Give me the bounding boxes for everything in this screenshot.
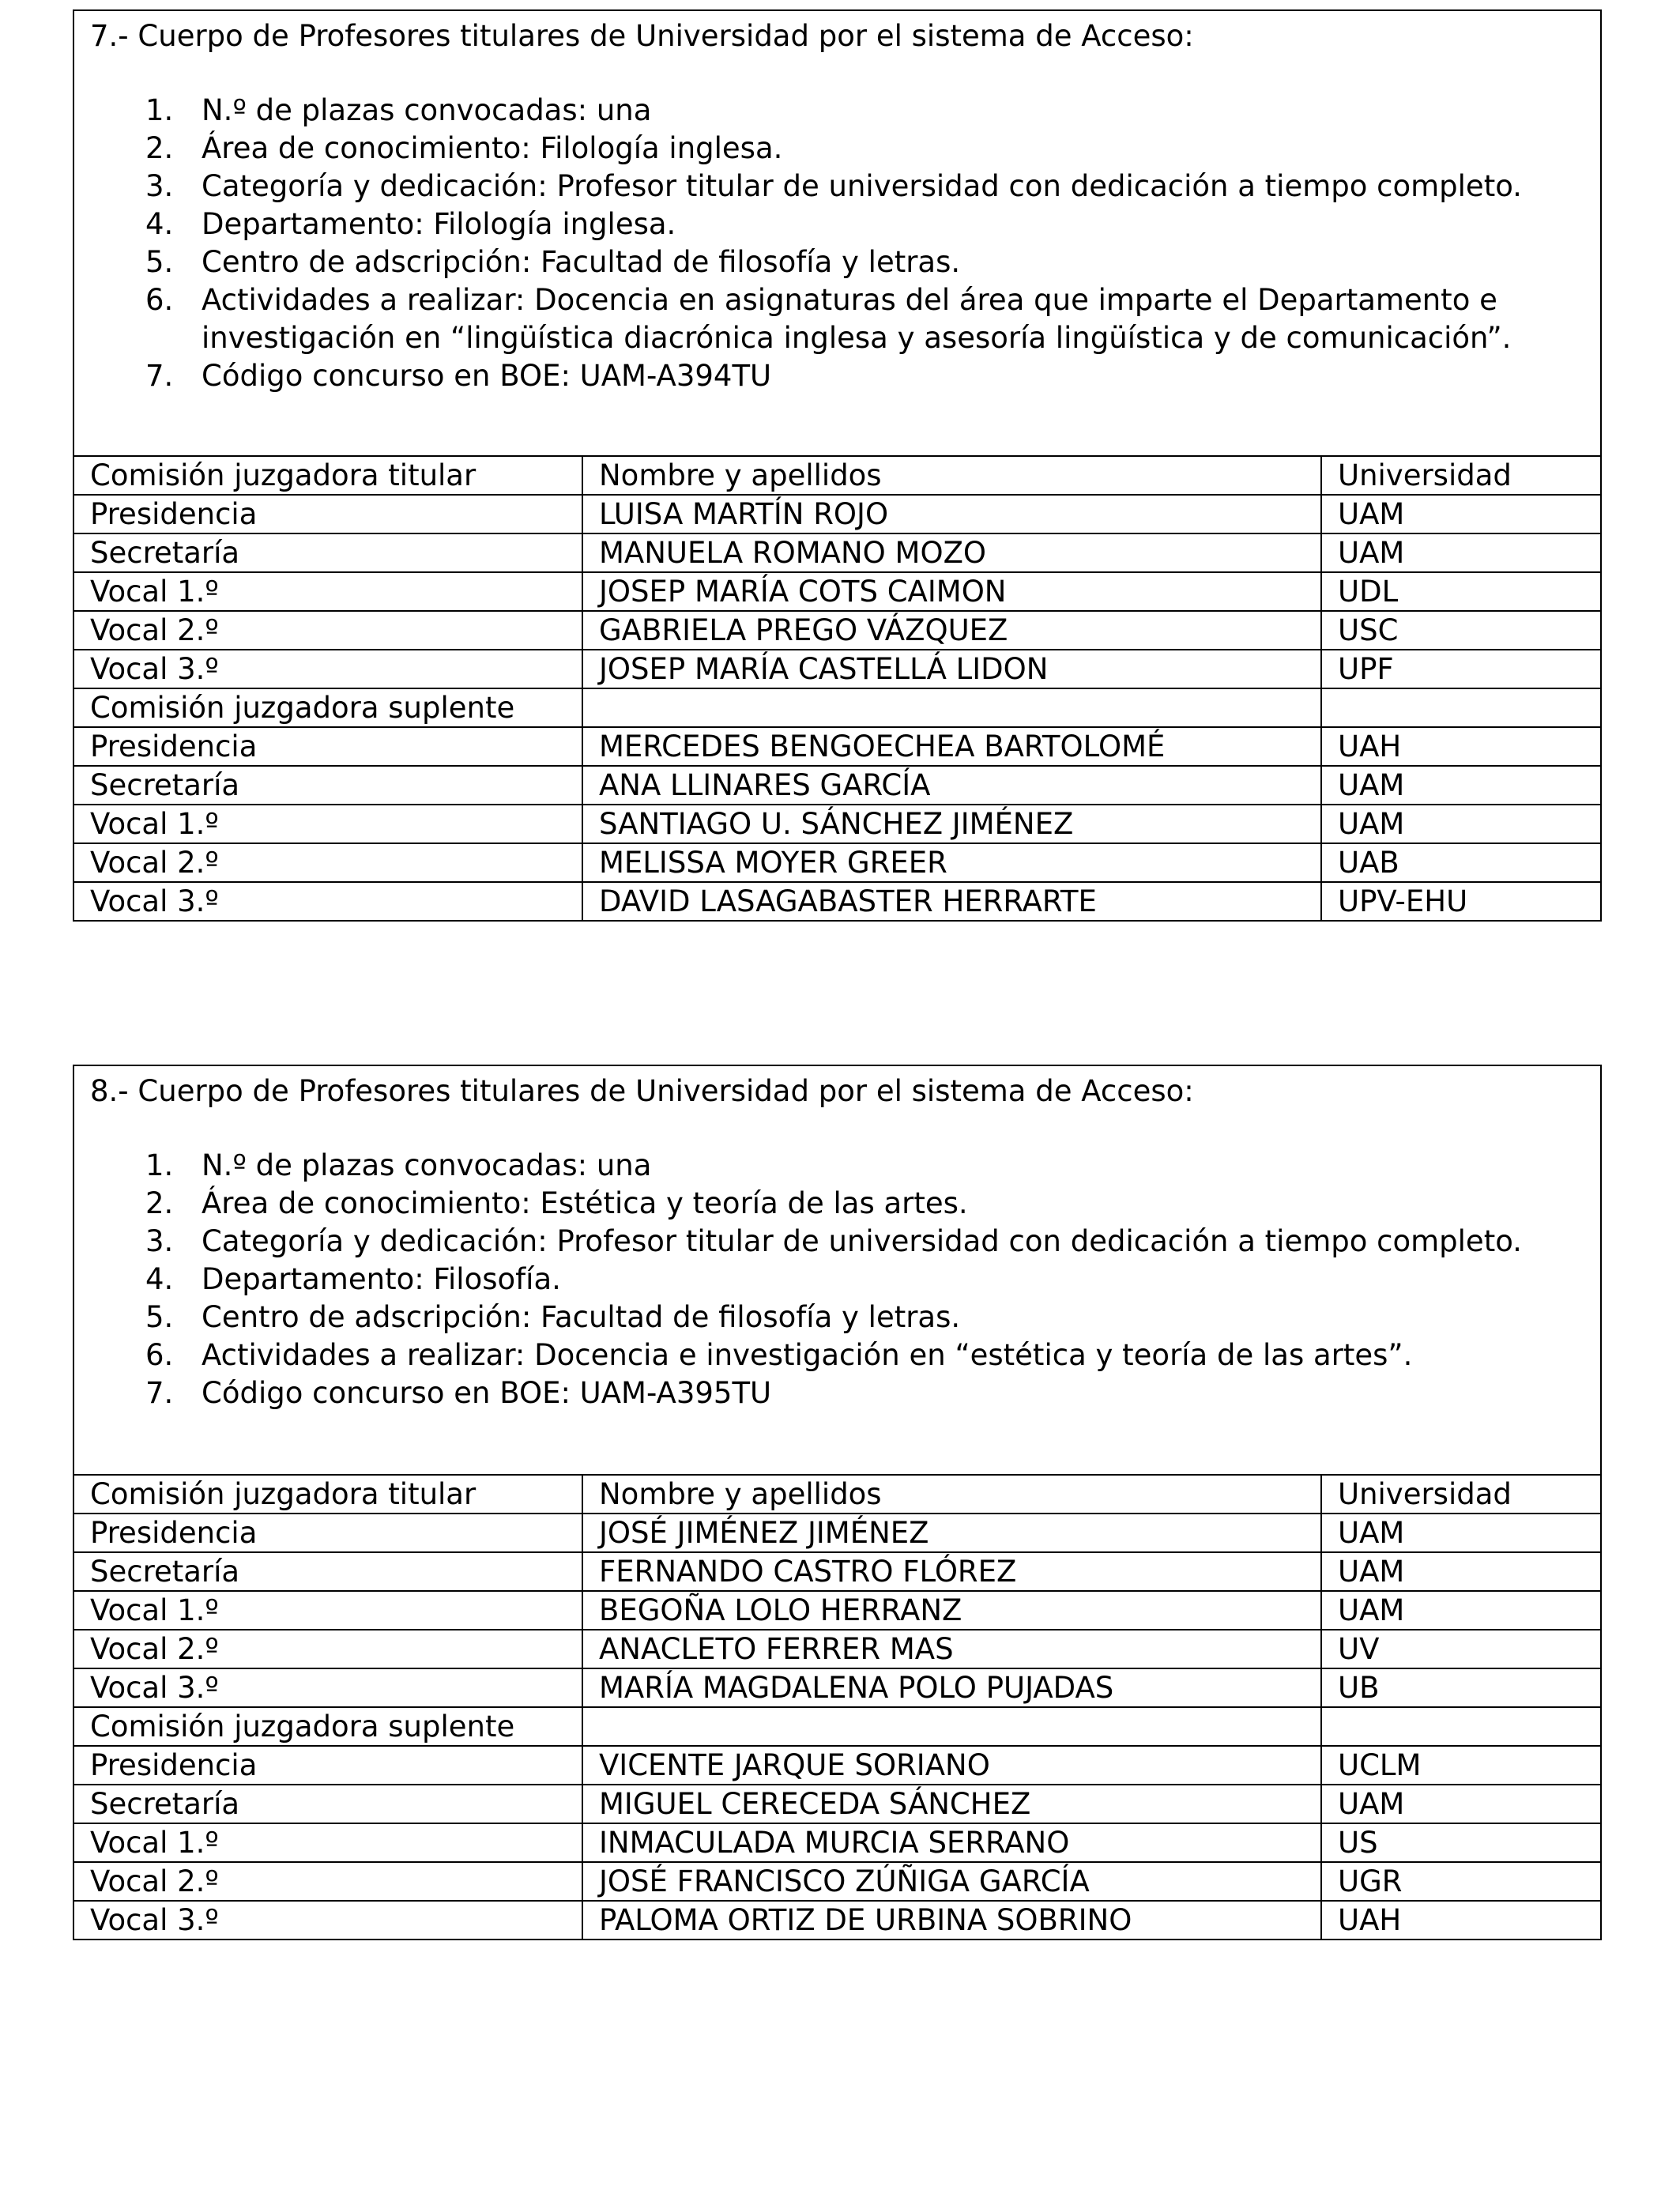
list-item-number: 3.: [145, 169, 174, 203]
table-row: [74, 650, 1600, 688]
university-cell: UPF: [1321, 650, 1600, 688]
role-cell: Vocal 2.º: [74, 843, 582, 882]
role-cell: Vocal 1.º: [74, 805, 582, 843]
name-cell: ANACLETO FERRER MAS: [582, 1630, 1321, 1668]
list-item-number: 1.: [145, 1148, 174, 1182]
list-item: [145, 243, 1584, 281]
university-cell: UAM: [1321, 1514, 1600, 1552]
university-cell: UAM: [1321, 1552, 1600, 1591]
role-cell: Comisión juzgadora suplente: [74, 1707, 582, 1746]
name-cell: MIGUEL CERECEDA SÁNCHEZ: [582, 1785, 1321, 1823]
table-row: [74, 1901, 1600, 1939]
university-cell: USC: [1321, 611, 1600, 650]
table-row: [74, 1746, 1600, 1785]
list-item: [145, 1336, 1584, 1374]
table-row: [74, 533, 1600, 572]
table-row: [74, 1823, 1600, 1862]
name-cell: INMACULADA MURCIA SERRANO: [582, 1823, 1321, 1862]
list-item-number: 5.: [145, 1300, 174, 1334]
role-cell: Vocal 1.º: [74, 1823, 582, 1862]
university-cell: UPV-EHU: [1338, 884, 1468, 918]
university-cell: [1321, 688, 1600, 727]
name-cell: ANA LLINARES GARCÍA: [582, 766, 1321, 805]
table-row: [74, 1514, 1600, 1552]
section-7-header: [74, 11, 1600, 457]
list-item-text: N.º de plazas convocadas: una: [202, 1148, 652, 1182]
university-cell: UB: [1321, 1668, 1600, 1707]
name-cell: FERNANDO CASTRO FLÓREZ: [582, 1552, 1321, 1591]
role-cell: Presidencia: [74, 1514, 582, 1552]
list-item-number: 4.: [145, 207, 174, 241]
name-cell: BEGOÑA LOLO HERRANZ: [582, 1591, 1321, 1630]
name-cell: PALOMA ORTIZ DE URBINA SOBRINO: [582, 1901, 1321, 1939]
role-cell: Vocal 2.º: [74, 1862, 582, 1901]
table-row: [74, 1862, 1600, 1901]
name-cell: MELISSA MOYER GREER: [582, 843, 1321, 882]
list-item-number: 6.: [145, 283, 174, 317]
role-cell: Comisión juzgadora titular: [74, 457, 582, 495]
university-cell: UAH: [1338, 1902, 1402, 1937]
section-8-heading: 8.- Cuerpo de Profesores titulares de Universidad por el sistema de Acceso:: [90, 1074, 1194, 1108]
university-cell: Universidad: [1321, 1476, 1600, 1514]
table-row: [74, 1552, 1600, 1591]
section-8-commission-table: [74, 1476, 1600, 1939]
name-cell: JOSÉ JIMÉNEZ JIMÉNEZ: [582, 1514, 1321, 1552]
table-row: [74, 843, 1600, 882]
list-item: [145, 357, 1584, 395]
list-item: [145, 168, 1584, 205]
list-item-number: 4.: [145, 1262, 174, 1296]
list-item-text: Categoría y dedicación: Profesor titular de universidad con dedicación a tiempo completo.: [202, 169, 1522, 203]
name-cell: VICENTE JARQUE SORIANO: [582, 1746, 1321, 1785]
table-row: [74, 572, 1600, 611]
name-cell: Nombre y apellidos: [582, 1476, 1321, 1514]
role-cell: Secretaría: [74, 533, 582, 572]
name-cell: [582, 1707, 1321, 1746]
list-item: [145, 1223, 1584, 1261]
role-cell: Vocal 3.º: [74, 650, 582, 688]
university-cell: UAM: [1321, 533, 1600, 572]
list-item-text: Departamento: Filología inglesa.: [202, 207, 676, 241]
list-item-text: Área de conocimiento: Estética y teoría de las artes.: [202, 1186, 968, 1220]
list-item-text: Centro de adscripción: Facultad de filosofía y letras.: [202, 245, 961, 279]
name-cell: DAVID LASAGABASTER HERRARTE: [582, 882, 1321, 920]
list-item-number: 7.: [145, 359, 174, 393]
table-row: [74, 1668, 1600, 1707]
section-8-items: [90, 1147, 1584, 1412]
role-cell: Vocal 1.º: [74, 1591, 582, 1630]
role-cell: Secretaría: [74, 1785, 582, 1823]
role-cell: Vocal 3.º: [74, 882, 582, 920]
role-cell: Comisión juzgadora suplente: [74, 688, 582, 727]
list-item-text: Actividades a realizar: Docencia en asignaturas del área que imparte el Departamento e investigación en “lingüística diacrónica inglesa y asesoría lingüística y de comunicación”.: [202, 283, 1512, 355]
name-cell: GABRIELA PREGO VÁZQUEZ: [582, 611, 1321, 650]
list-item-number: 3.: [145, 1224, 174, 1258]
list-item-text: Código concurso en BOE: UAM-A395TU: [202, 1376, 772, 1410]
list-item: [145, 205, 1584, 243]
role-cell: Vocal 2.º: [74, 1630, 582, 1668]
list-item-text: Código concurso en BOE: UAM-A394TU: [202, 359, 772, 393]
role-cell: Secretaría: [74, 1552, 582, 1591]
role-cell: Secretaría: [74, 766, 582, 805]
role-cell: Vocal 3.º: [74, 1901, 582, 1939]
role-cell: Vocal 1.º: [74, 572, 582, 611]
university-cell: UAM: [1321, 1785, 1600, 1823]
role-cell: Presidencia: [74, 1746, 582, 1785]
table-row: [74, 688, 1600, 727]
university-cell: Universidad: [1321, 457, 1600, 495]
table-row: [74, 805, 1600, 843]
role-cell: Presidencia: [74, 727, 582, 766]
section-7-block: [73, 9, 1602, 922]
list-item-number: 6.: [145, 1338, 174, 1372]
section-7-commission-table: [74, 457, 1600, 920]
list-item-text: Departamento: Filosofía.: [202, 1262, 561, 1296]
section-7-items: [90, 92, 1584, 395]
role-cell: Comisión juzgadora titular: [74, 1476, 582, 1514]
name-cell: JOSEP MARÍA CASTELLÁ LIDON: [582, 650, 1321, 688]
table-row: [74, 1630, 1600, 1668]
name-cell: MERCEDES BENGOECHEA BARTOLOMÉ: [582, 727, 1321, 766]
table-row: [74, 1707, 1600, 1746]
list-item: [145, 281, 1584, 357]
table-row: [74, 1591, 1600, 1630]
list-item-text: N.º de plazas convocadas: una: [202, 93, 652, 127]
list-item: [145, 1374, 1584, 1412]
university-cell: UV: [1321, 1630, 1600, 1668]
table-row: [74, 1476, 1600, 1514]
university-cell: UAM: [1321, 495, 1600, 533]
role-cell: Vocal 3.º: [74, 1668, 582, 1707]
name-cell: JOSÉ FRANCISCO ZÚÑIGA GARCÍA: [582, 1862, 1321, 1901]
university-cell: UAM: [1321, 766, 1600, 805]
table-row: [74, 882, 1600, 920]
list-item-number: 7.: [145, 1376, 174, 1410]
name-cell: MANUELA ROMANO MOZO: [582, 533, 1321, 572]
role-cell: Presidencia: [74, 495, 582, 533]
table-row: [74, 766, 1600, 805]
list-item-text: Categoría y dedicación: Profesor titular de universidad con dedicación a tiempo completo.: [202, 1224, 1522, 1258]
list-item: [145, 1185, 1584, 1223]
name-cell: Nombre y apellidos: [582, 457, 1321, 495]
table-row: [74, 457, 1600, 495]
table-row: [74, 727, 1600, 766]
section-8-header: [74, 1066, 1600, 1476]
university-cell: UCLM: [1321, 1746, 1600, 1785]
list-item-number: 2.: [145, 1186, 174, 1220]
list-item-text: Centro de adscripción: Facultad de filosofía y letras.: [202, 1300, 961, 1334]
table-row: [74, 495, 1600, 533]
list-item-number: 1.: [145, 93, 174, 127]
list-item-text: Área de conocimiento: Filología inglesa.: [202, 131, 783, 165]
university-cell: UAH: [1321, 727, 1600, 766]
list-item-number: 5.: [145, 245, 174, 279]
list-item: [145, 92, 1584, 130]
university-cell: UAM: [1321, 1591, 1600, 1630]
list-item: [145, 1261, 1584, 1299]
name-cell: [582, 688, 1321, 727]
role-cell: Vocal 2.º: [74, 611, 582, 650]
name-cell: LUISA MARTÍN ROJO: [582, 495, 1321, 533]
list-item-text: Actividades a realizar: Docencia e investigación en “estética y teoría de las artes”.: [202, 1338, 1413, 1372]
name-cell: SANTIAGO U. SÁNCHEZ JIMÉNEZ: [582, 805, 1321, 843]
list-item-number: 2.: [145, 131, 174, 165]
table-row: [74, 611, 1600, 650]
university-cell: [1321, 1707, 1600, 1746]
list-item: [145, 1147, 1584, 1185]
university-cell: UGR: [1321, 1862, 1600, 1901]
section-7-heading: 7.- Cuerpo de Profesores titulares de Universidad por el sistema de Acceso:: [90, 19, 1194, 53]
list-item: [145, 130, 1584, 168]
university-cell: UAB: [1321, 843, 1600, 882]
section-8-block: [73, 1065, 1602, 1940]
name-cell: JOSEP MARÍA COTS CAIMON: [582, 572, 1321, 611]
name-cell: MARÍA MAGDALENA POLO PUJADAS: [582, 1668, 1321, 1707]
university-cell: UAM: [1321, 805, 1600, 843]
university-cell: UDL: [1321, 572, 1600, 611]
list-item: [145, 1299, 1584, 1336]
university-cell: US: [1321, 1823, 1600, 1862]
table-row: [74, 1785, 1600, 1823]
